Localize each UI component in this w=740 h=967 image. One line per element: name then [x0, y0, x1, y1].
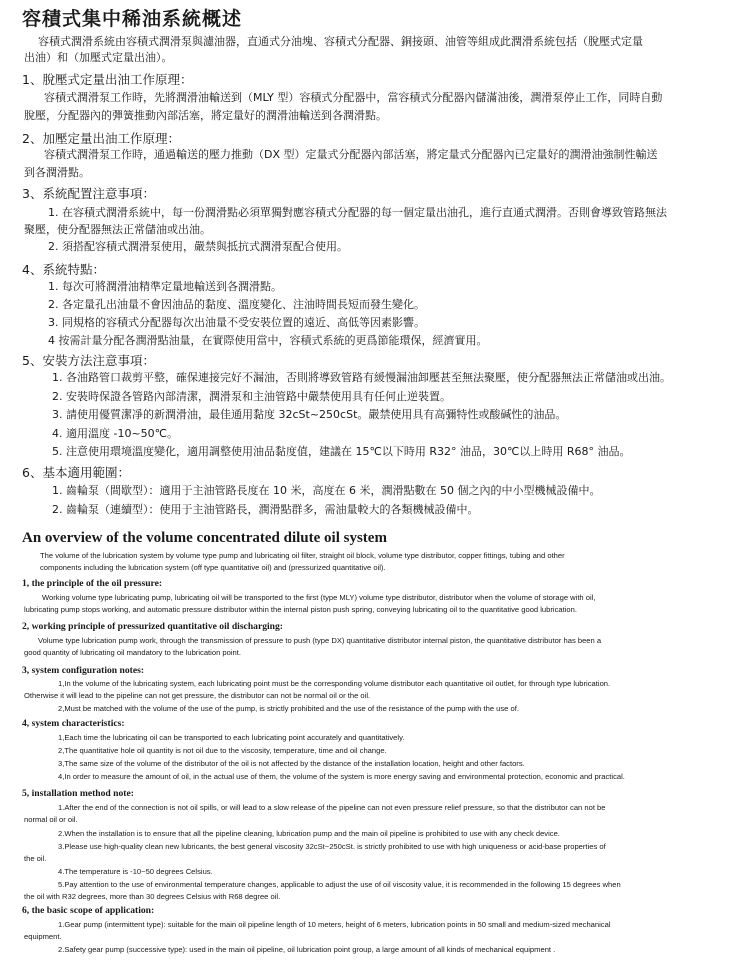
zh-section-2-heading: 2、加壓定量出油工作原理： — [22, 131, 180, 146]
en-section-4-line: 1,Each time the lubricating oil can be transported to each lubricating point accurately and quantitatively. — [58, 733, 405, 742]
en-section-6-line: 2.Safety gear pump (successive type): used in the main oil pipeline, oil lubrication point group, a large amount of all kinds of mechanical equipment . — [58, 945, 556, 954]
zh-section-5-line: 4. 適用溫度 -10~50℃。 — [52, 427, 179, 440]
en-section-3-heading: 3, system configuration notes: — [22, 665, 145, 676]
en-title: An overview of the volume concentrated dilute oil system — [22, 530, 387, 546]
en-section-5-line: the oil with R32 degrees, more than 30 degrees Celsius with R68 degree oil. — [24, 892, 281, 901]
zh-section-5-heading: 5、安裝方法注意事項： — [22, 353, 155, 368]
en-section-4-heading: 4, system characteristics: — [22, 718, 125, 729]
zh-section-1-line: 脫壓，分配器內的彈簧推動內部活塞，將定量好的潤滑油輸送到各潤滑點。 — [24, 109, 387, 122]
zh-section-5-line: 3. 請使用優質潔凈的新潤滑油，最佳通用黏度 32cSt~250cSt。嚴禁使用具有高彌特性或酸碱性的油品。 — [52, 408, 567, 421]
zh-section-6-line: 1. 齒輪泵（間歇型）：適用于主油管路長度在 10 米，高度在 6 米，潤滑點數在 50 個之內的中小型機械設備中。 — [52, 484, 601, 497]
zh-section-4-line: 3. 同規格的容積式分配器每次出油量不受安裝位置的遠近、高低等因素影響。 — [48, 316, 425, 329]
zh-section-2-line: 容積式潤滑泵工作時，通過輸送的壓力推動（DX 型）定量式分配器內部活塞，將定量式分配器內已定量好的潤滑油強制性輸送 — [44, 148, 658, 161]
zh-section-4-heading: 4、系統特點： — [22, 262, 105, 277]
en-section-5-line: 1.After the end of the connection is not oil spills, or will lead to a slow release of the pipeline can not even pressure relief pressure, so that the distributor can not be — [58, 803, 606, 812]
en-section-4-line: 3,The same size of the volume of the distributor of the oil is not affected by the distance of the installation location, height and other factors. — [58, 759, 525, 768]
en-section-2-line: Volume type lubrication pump work, through the transmission of pressure to push (type DX) quantitative distributor internal piston, the quantitative distributor has been a — [38, 636, 602, 645]
en-section-5-line: 4.The temperature is -10~50 degrees Celsius. — [58, 867, 213, 876]
zh-section-3-line: 1. 在容積式潤滑系統中，每一份潤滑點必須單獨對應容積式分配器的每一個定量出油孔，進行直通式潤滑。否則會導致管路無法 — [48, 206, 667, 219]
zh-intro-line: 出油）和（加壓式定量出油）。 — [24, 51, 173, 64]
zh-section-3-line: 2. 須搭配容積式潤滑泵使用，嚴禁與抵抗式潤滑泵配合使用。 — [48, 240, 348, 253]
en-section-4-line: 2,The quantitative hole oil quantity is not oil due to the viscosity, temperature, time and oil change. — [58, 746, 387, 755]
en-section-6-line: 1.Gear pump (intermittent type): suitable for the main oil pipeline length of 10 meters, height of 6 meters, lubrication points in 50 small and medium-sized mechanical — [58, 920, 611, 929]
zh-section-4-line: 4 按需計量分配各潤滑點油量，在實際使用當中，容積式系統的更爲節能環保，經濟實用。 — [48, 334, 488, 347]
zh-section-6-line: 2. 齒輪泵（連續型）：使用于主油管路長，潤滑點群多，需油量較大的各類機械設備中。 — [52, 503, 479, 516]
en-section-1-line: Working volume type lubricating pump, lubricating oil will be transported to the first (type MLY) volume type distributor, distributor when the volume of storage with oil, — [42, 593, 596, 602]
en-section-1-heading: 1, the principle of the oil pressure: — [22, 578, 163, 589]
zh-section-4-line: 2. 各定量孔出油量不會因油品的黏度、溫度變化、注油時間長短而發生變化。 — [48, 298, 425, 311]
zh-section-2-line: 到各潤滑點。 — [24, 166, 90, 179]
en-section-3-line: 1,In the volume of the lubricating system, each lubricating point must be the corresponding volume distributor each quantitative oil outlet, for through type lubrication. — [58, 679, 611, 688]
zh-title: 容積式集中稀油系統概述 — [22, 8, 243, 30]
en-section-5-line: 2.When the installation is to ensure that all the pipeline cleaning, lubrication pump and the main oil pipeline is prohibited to use with any check device. — [58, 829, 560, 838]
zh-section-3-line: 聚壓，使分配器無法正常儲油或出油。 — [24, 223, 211, 236]
zh-section-3-heading: 3、系統配置注意事項： — [22, 186, 155, 201]
en-section-4-line: 4,In order to measure the amount of oil, in the actual use of them, the volume of the system is more energy saving and environmental protection, economic and practical. — [58, 772, 625, 781]
en-intro-line: The volume of the lubrication system by volume type pump and lubricating oil filter, straight oil block, volume type distributor, copper fittings, tubing and other — [40, 551, 565, 560]
en-section-2-heading: 2, working principle of pressurized quantitative oil discharging: — [22, 621, 283, 632]
zh-section-5-line: 5. 注意使用環境溫度變化，適用調整使用油品黏度值，建議在 15℃以下時用 R32° 油品，30℃以上時用 R68° 油品。 — [52, 445, 631, 458]
en-section-6-line: equipment. — [24, 932, 62, 941]
en-section-5-line: 5.Pay attention to the use of environmental temperature changes, applicable to adjust the use of oil viscosity value, it is recommended in the following 15 degrees when — [58, 880, 621, 889]
zh-section-5-line: 2. 安裝時保證各管路內部清潔，潤滑泵和主油管路中嚴禁使用具有任何止逆裝置。 — [52, 390, 451, 403]
en-section-3-line: Otherwise it will lead to the pipeline can not get pressure, the distributor can not be normal oil or the oil. — [24, 691, 371, 700]
zh-section-1-line: 容積式潤滑泵工作時，先將潤滑油輸送到（MLY 型）容積式分配器中，當容積式分配器內儲滿油後，潤滑泵停止工作，同時自動 — [44, 91, 663, 104]
en-section-5-line: normal oil or oil. — [24, 815, 78, 824]
zh-section-4-line: 1. 每次可將潤滑油精準定量地輸送到各潤滑點。 — [48, 280, 282, 293]
en-section-2-line: good quantity of lubricating oil mandatory to the lubrication point. — [24, 648, 241, 657]
en-section-5-line: 3.Please use high-quality clean new lubricants, the best general viscosity 32cSt~250cSt. is strictly prohibited to use with high uniqueness or acid-base properties of — [58, 842, 606, 851]
en-section-5-line: the oil. — [24, 854, 47, 863]
en-intro-line: components including the lubrication system (off type quantitative oil) and (pressurized quantitative oil). — [40, 563, 386, 572]
zh-section-1-heading: 1、脫壓式定量出油工作原理： — [22, 72, 193, 87]
zh-section-5-line: 1. 各油路管口裁剪平整，確保連接完好不漏油，否則將導致管路有緩慢漏油卸壓甚至無法聚壓，使分配器無法正常儲油或出油。 — [52, 371, 671, 384]
en-section-1-line: lubricating pump stops working, and automatic pressure distributor within the internal piston push spring, conveying lubricating oil to the quantitative good lubrication. — [24, 605, 577, 614]
en-section-5-heading: 5, installation method note: — [22, 788, 134, 799]
zh-section-6-heading: 6、基本適用範圍： — [22, 465, 130, 480]
en-section-3-line: 2,Must be matched with the volume of the use of the pump, is strictly prohibited and the use of the resistance of the pump with the use of. — [58, 704, 519, 713]
en-section-6-heading: 6, the basic scope of application: — [22, 905, 155, 916]
zh-intro-line: 容積式潤滑系統由容積式潤滑泵與濾油器，直通式分油塊、容積式分配器、銅接頭、油管等組成此潤滑系統包括（脫壓式定量 — [38, 35, 643, 48]
